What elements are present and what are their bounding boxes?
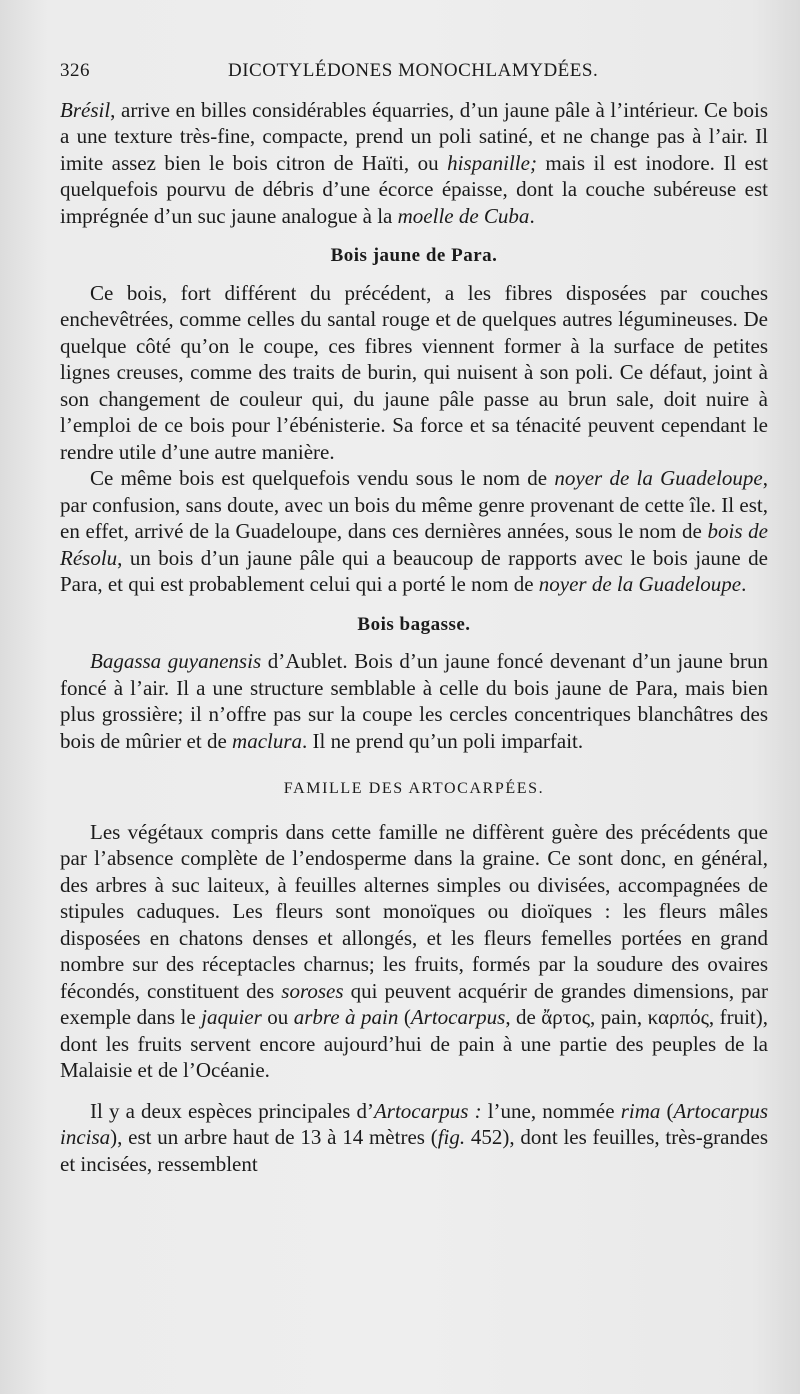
text-column — [60, 58, 768, 1177]
running-title: DICOTYLÉDONES MONOCHLAMYDÉES. — [228, 60, 599, 81]
italic-term: Artocarpus incisa — [60, 1098, 768, 1149]
italic-term: bois de Résolu — [60, 519, 768, 570]
paragraph-text: Il y a deux espèces principales d’ — [90, 1098, 374, 1123]
paragraph-text: , de ἄρτος, pain, καρπός, fruit), dont les fruits servent encore aujourd’hui de pain à une partie des peuples de la Malaisie et de l’Océanie. — [60, 1005, 768, 1082]
italic-term: noyer de la Guadeloupe — [554, 466, 763, 490]
paragraph-text: 452), dont les feuilles, très-grandes et incisées, ressemblent — [60, 1125, 768, 1176]
paragraph-text: , par confusion, sans doute, avec un bois du même genre provenant de cette île. Il est, en effet, arrivé de la Guadeloupe, dans ces dernières années, sous le nom de — [60, 466, 768, 543]
italic-term: jaquier — [201, 1005, 262, 1029]
italic-term: hispanille; — [447, 150, 537, 175]
family-heading: FAMILLE DES ARTOCARPÉES. — [283, 780, 545, 797]
paragraph-text: ( — [660, 1098, 674, 1123]
paragraph-text: mais il est inodore. Il est quelquefois pourvu de débris d’une écorce épaisse, dont la couche subéreuse est imprégnée d’un suc jaune analogue à la — [60, 150, 768, 228]
italic-term: soroses — [281, 978, 344, 1003]
paragraph-gap — [60, 1084, 768, 1098]
page-number: 326 — [60, 60, 90, 81]
italic-term: noyer de la Guadeloupe — [538, 572, 742, 596]
italic-term: maclura — [232, 728, 303, 753]
paragraph-text: l’une, nommée — [481, 1098, 621, 1123]
paragraph-text: , arrive en billes considérables équarries, d’un jaune pâle à l’intérieur. Ce bois a une texture très-fine, compacte, prend un poli satiné, et ne change pas à l’air. Il imite assez bien le bois citron de Haïti, ou — [60, 97, 768, 175]
paragraph-text: d’Aublet. Bois d’un jaune foncé devenant d’un jaune brun foncé à l’air. Il a une structure semblable à celle du bois jaune de Para, mais bien plus grossière; il n’offre pas sur la coupe les cercles concentriques blanchâtres des bois de mûrier et de — [60, 649, 768, 753]
paragraph: Ce bois, fort différent du précédent, a les fibres disposées par couches enchevêtrées, comme celles du santal rouge et de quelques autres légumineuses. De quelque côté qu’on le coupe, ces fibres viennent former à la surface de petites lignes creuses, comme des traits de burin, qui nuisent à son poli. Ce défaut, joint à son changement de couleur qui, du jaune pâle passe au brun sale, doit nuire à l’emploi de ce bois pour l’ébénisterie. Sa force et sa ténacité peuvent cependant le rendre utile d’une autre manière. — [60, 280, 768, 464]
paragraph — [60, 1098, 768, 1178]
italic-term: moelle de Cuba — [397, 203, 530, 228]
italic-term: Brésil — [60, 97, 111, 122]
paragraph-text: Les végétaux compris dans cette famille ne diffèrent guère des précédents que par l’absence complète de l’endosperme dans la graine. Ce sont donc, en général, des arbres à suc laiteux, à feuilles alternes simples ou divisées, accompagnées de stipules caduques. Les fleurs sont monoïques ou dioïques : les fleurs mâles disposées en chatons denses et allongés, et les fleurs femelles portées en grand nombre sur des réceptacles charnus; les fruits, formés par la soudure des ovaires fécondés, constituent des — [60, 819, 768, 1003]
paragraph-text: . Il ne prend qu’un poli imparfait. — [302, 728, 584, 753]
paragraph-text: , un bois d’un jaune pâle qui a beaucoup de rapports avec le bois jaune de Para, et qui est probablement celui qui a porté le nom de — [60, 545, 768, 596]
italic-term: Bagassa guyanensis — [90, 649, 262, 673]
page-header — [60, 58, 768, 85]
paragraph — [60, 819, 768, 1084]
paragraph-text: . — [741, 572, 747, 596]
paragraph-text: ou — [261, 1005, 294, 1029]
paragraph — [60, 97, 768, 230]
italic-term: rima — [620, 1098, 661, 1123]
italic-term: Artocarpus : — [373, 1098, 482, 1123]
italic-term: Artocarpus — [410, 1005, 506, 1029]
paragraph-text: ( — [398, 1005, 411, 1029]
paragraph-text: qui peuvent acquérir de grandes dimensions, par exemple dans le — [60, 978, 768, 1029]
section-heading: Bois jaune de Para. — [330, 245, 498, 266]
section-heading: Bois bagasse. — [357, 613, 471, 635]
paragraph — [60, 465, 768, 598]
paragraph-text: ), est un arbre haut de 13 à 14 mètres ( — [110, 1125, 438, 1149]
paragraph-text: . — [529, 203, 535, 228]
italic-term: arbre à pain — [293, 1005, 399, 1029]
paragraph-text: Ce même bois est quelquefois vendu sous le nom de — [90, 466, 555, 490]
italic-term: fig. — [437, 1125, 466, 1149]
paragraph — [60, 648, 768, 754]
